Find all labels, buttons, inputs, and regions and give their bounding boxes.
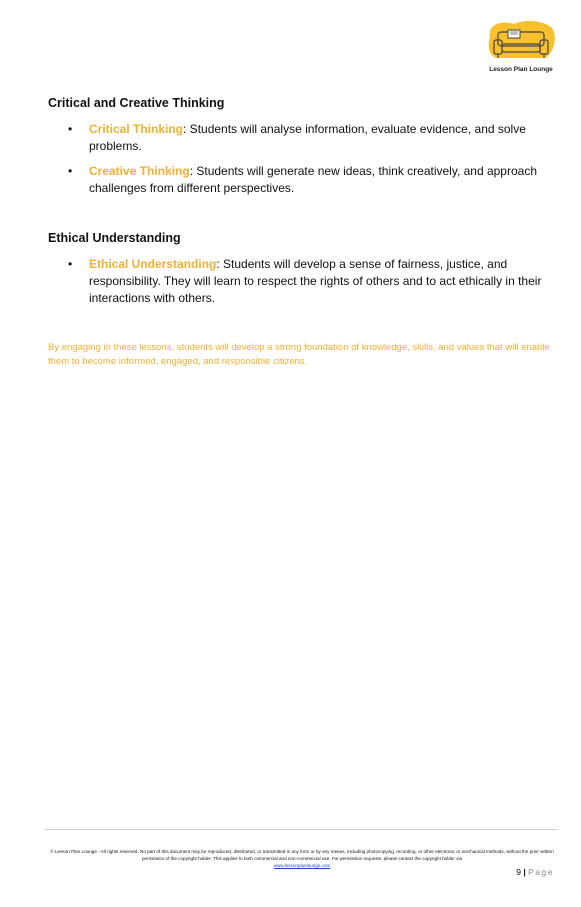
section-heading-critical-creative: Critical and Creative Thinking (48, 96, 225, 110)
bullet-icon: • (68, 164, 73, 178)
page-number-value: 9 (516, 867, 521, 877)
sofa-icon (484, 18, 558, 66)
footer-divider (45, 829, 558, 830)
bullet-icon: • (68, 122, 73, 136)
footer-copyright (48, 848, 556, 869)
term-creative-thinking: Creative Thinking (89, 164, 190, 178)
term-critical-thinking: Critical Thinking (89, 122, 184, 136)
item-description: : Students will analyse information, evaluate evidence, and solve problems. (89, 122, 526, 153)
page-label: Page (528, 867, 554, 877)
item-description: : Students will generate new ideas, think creatively, and approach challenges from different perspectives. (89, 164, 538, 195)
website-link[interactable]: www.lessonplanlounge.com (273, 863, 331, 868)
section-heading-ethical: Ethical Understanding (48, 231, 181, 245)
summary-paragraph: By engaging in these lessons, students will develop a strong foundation of knowledge, skills, and values that will enable them to become informed, engaged, and responsible citizens. (48, 342, 550, 367)
bullet-list-ethical (48, 256, 560, 315)
list-item (48, 121, 560, 155)
page-number (496, 867, 554, 877)
brand-name: Lesson Plan Lounge (489, 66, 553, 73)
list-item (48, 163, 560, 197)
item-description: : Students will develop a sense of fairness, justice, and responsibility. They will learn to respect the rights of others and to act ethically in their interactions with others. (89, 257, 542, 305)
list-item (48, 256, 560, 307)
brand-logo (484, 18, 558, 78)
page-separator: | (523, 867, 526, 877)
bullet-icon: • (68, 257, 73, 271)
copyright-text: © Lesson Plan Lounge - All rights reserved. No part of this document may be reproduced, distributed, or transmitted in any form or by any means, including photocopying, recording, or other electronic or mechanical methods, without the prior written permission of the copyright holder. This applies to both commercial and non-commercial use. For permission requests, please contact the copyright holder via (50, 849, 554, 861)
term-ethical-understanding: Ethical Understanding (89, 257, 217, 271)
bullet-list-critical-creative (48, 121, 560, 205)
